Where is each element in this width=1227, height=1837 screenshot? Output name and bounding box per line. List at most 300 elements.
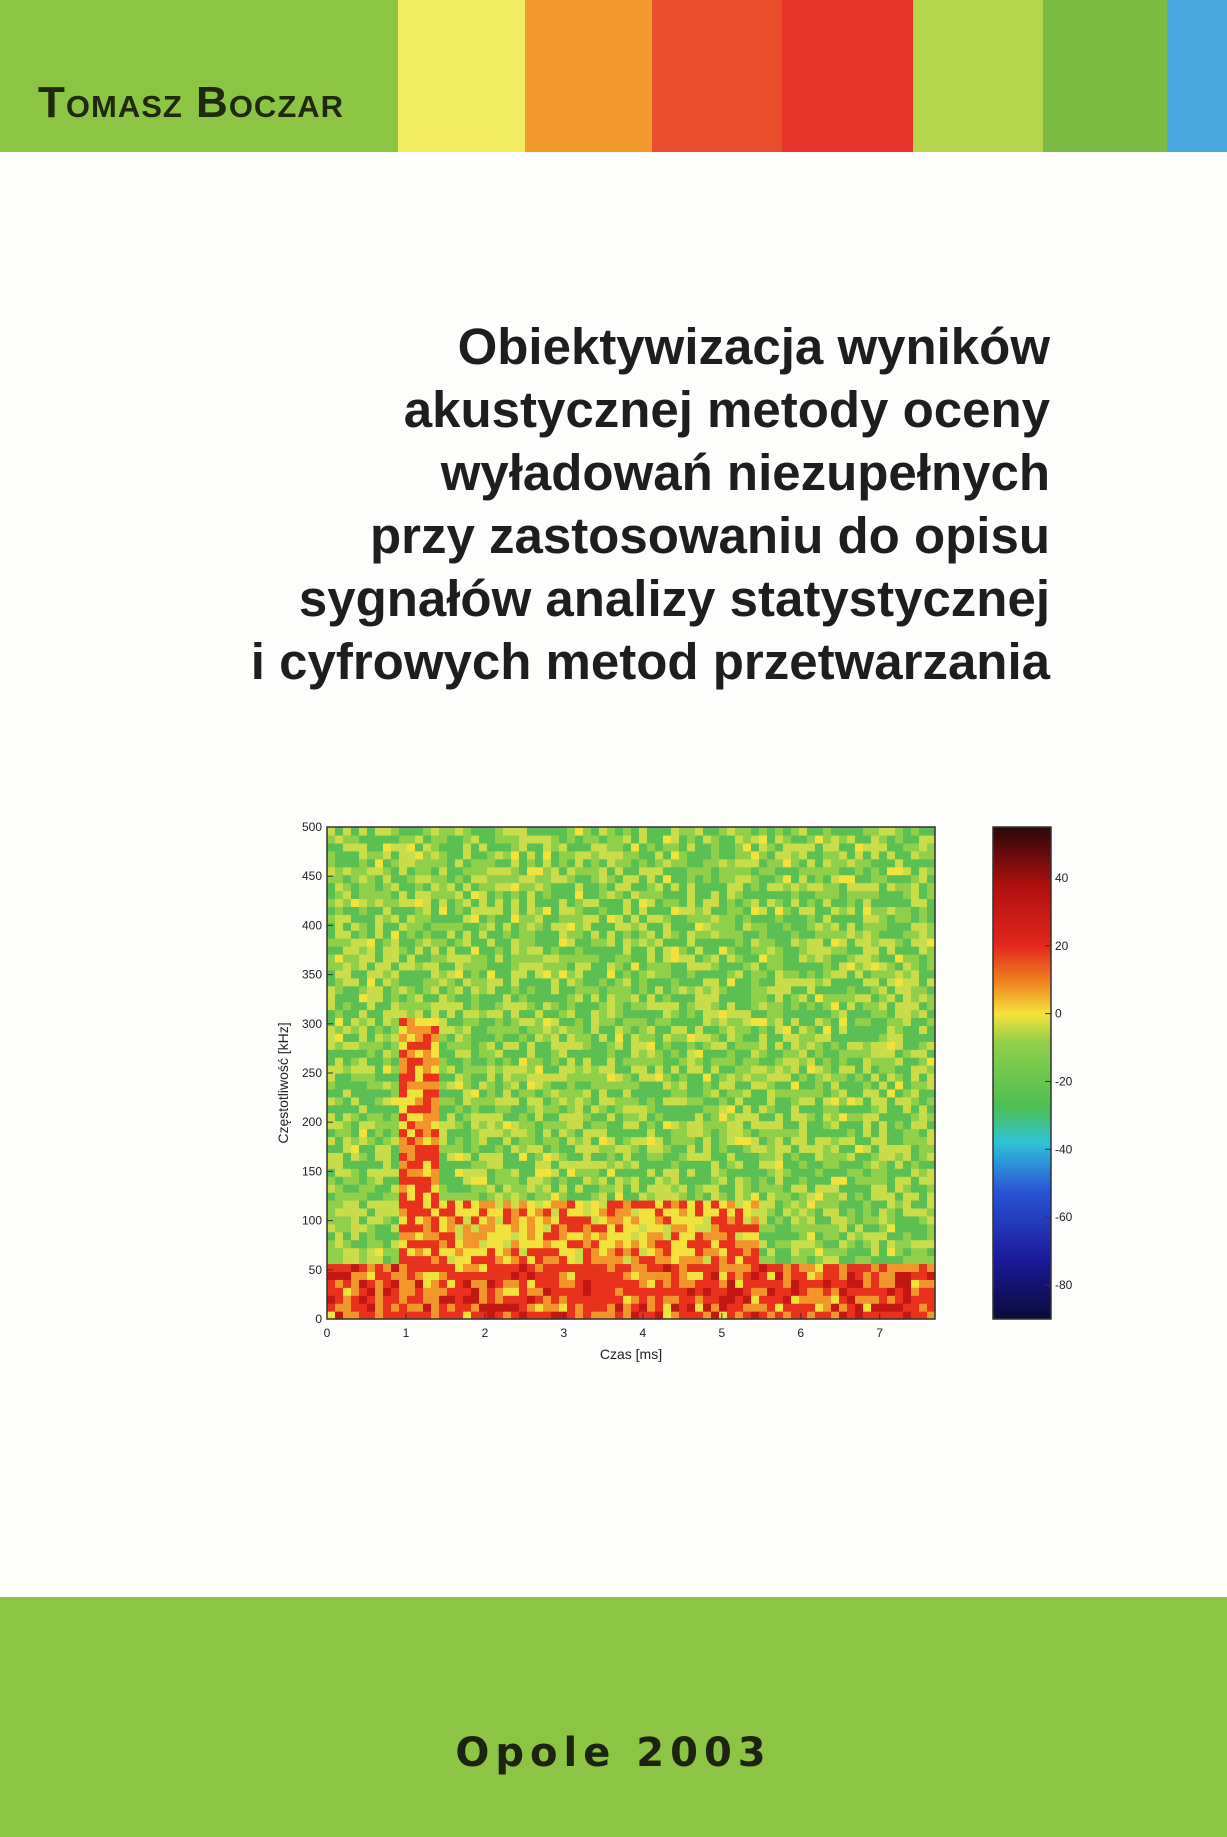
- spectrogram-cell: [399, 1232, 408, 1241]
- spectrogram-cell: [879, 946, 888, 955]
- spectrogram-cell: [407, 835, 416, 844]
- spectrogram-cell: [663, 1263, 672, 1272]
- spectrogram-cell: [663, 1057, 672, 1066]
- spectrogram-cell: [631, 859, 640, 868]
- spectrogram-cell: [391, 1010, 400, 1019]
- spectrogram-cell: [463, 898, 472, 907]
- spectrogram-cell: [687, 1271, 696, 1280]
- spectrogram-cell: [423, 1121, 432, 1130]
- spectrogram-cell: [367, 1010, 376, 1019]
- spectrogram-cell: [591, 930, 600, 939]
- spectrogram-cell: [439, 1049, 448, 1058]
- spectrogram-cell: [503, 970, 512, 979]
- spectrogram-cell: [471, 867, 480, 876]
- spectrogram-cell: [895, 1121, 904, 1130]
- spectrogram-cell: [463, 1017, 472, 1026]
- spectrogram-cell: [567, 1224, 576, 1233]
- spectrogram-cell: [519, 1176, 528, 1185]
- spectrogram-cell: [615, 1017, 624, 1026]
- spectrogram-cell: [647, 1208, 656, 1217]
- spectrogram-cell: [735, 1208, 744, 1217]
- spectrogram-cell: [879, 954, 888, 963]
- spectrogram-cell: [391, 1144, 400, 1153]
- spectrogram-cell: [527, 1232, 536, 1241]
- spectrogram-cell: [615, 1002, 624, 1011]
- spectrogram-cell: [487, 930, 496, 939]
- spectrogram-cell: [567, 1176, 576, 1185]
- spectrogram-cell: [767, 962, 776, 971]
- spectrogram-cell: [879, 1129, 888, 1138]
- spectrogram-cell: [655, 1144, 664, 1153]
- spectrogram-cell: [791, 1089, 800, 1098]
- spectrogram-cell: [471, 946, 480, 955]
- spectrogram-cell: [455, 986, 464, 995]
- spectrogram-cell: [439, 1263, 448, 1272]
- spectrogram-cell: [543, 851, 552, 860]
- spectrogram-cell: [503, 1049, 512, 1058]
- spectrogram-cell: [735, 1224, 744, 1233]
- spectrogram-cell: [527, 867, 536, 876]
- spectrogram-cell: [335, 1057, 344, 1066]
- spectrogram-cell: [527, 1279, 536, 1288]
- spectrogram-cell: [903, 1295, 912, 1304]
- spectrogram-cell: [815, 1168, 824, 1177]
- spectrogram-cell: [423, 954, 432, 963]
- spectrogram-cell: [615, 851, 624, 860]
- spectrogram-cell: [575, 1002, 584, 1011]
- spectrogram-cell: [479, 1152, 488, 1161]
- spectrogram-cell: [527, 930, 536, 939]
- spectrogram-cell: [847, 1144, 856, 1153]
- spectrogram-cell: [855, 1200, 864, 1209]
- spectrogram-cell: [343, 1184, 352, 1193]
- spectrogram-cell: [551, 938, 560, 947]
- spectrogram-cell: [415, 1279, 424, 1288]
- spectrogram-cell: [607, 1010, 616, 1019]
- spectrogram-cell: [399, 1240, 408, 1249]
- spectrogram-cell: [367, 1073, 376, 1082]
- spectrogram-cell: [791, 1041, 800, 1050]
- spectrogram-cell: [471, 906, 480, 915]
- spectrogram-cell: [895, 986, 904, 995]
- spectrogram-cell: [543, 875, 552, 884]
- spectrogram-cell: [383, 1017, 392, 1026]
- spectrogram-cell: [639, 906, 648, 915]
- spectrogram-cell: [727, 938, 736, 947]
- spectrogram-cell: [895, 978, 904, 987]
- spectrogram-cell: [575, 1248, 584, 1257]
- spectrogram-cell: [487, 1129, 496, 1138]
- spectrogram-cell: [735, 930, 744, 939]
- spectrogram-cell: [599, 875, 608, 884]
- spectrogram-cell: [487, 1248, 496, 1257]
- spectrogram-cell: [383, 954, 392, 963]
- spectrogram-cell: [887, 922, 896, 931]
- spectrogram-cell: [655, 1057, 664, 1066]
- spectrogram-cell: [647, 851, 656, 860]
- spectrogram-cell: [351, 1152, 360, 1161]
- spectrogram-cell: [711, 1033, 720, 1042]
- spectrogram-cell: [535, 1152, 544, 1161]
- spectrogram-cell: [455, 962, 464, 971]
- spectrogram-cell: [679, 1176, 688, 1185]
- spectrogram-cell: [559, 1105, 568, 1114]
- spectrogram-cell: [567, 1232, 576, 1241]
- spectrogram-cell: [599, 898, 608, 907]
- spectrogram-cell: [623, 994, 632, 1003]
- spectrogram-cell: [519, 970, 528, 979]
- spectrogram-cell: [887, 1025, 896, 1034]
- spectrogram-cell: [839, 1208, 848, 1217]
- spectrogram-cell: [655, 930, 664, 939]
- spectrogram-cell: [655, 859, 664, 868]
- spectrogram-cell: [647, 970, 656, 979]
- spectrogram-cell: [343, 1279, 352, 1288]
- spectrogram-cell: [759, 1224, 768, 1233]
- spectrogram-cell: [767, 1121, 776, 1130]
- spectrogram-cell: [647, 962, 656, 971]
- spectrogram-cell: [439, 1057, 448, 1066]
- spectrogram-cell: [743, 1057, 752, 1066]
- spectrogram-cell: [887, 1065, 896, 1074]
- spectrogram-cell: [783, 1049, 792, 1058]
- spectrogram-cell: [919, 1136, 928, 1145]
- spectrogram-cell: [831, 922, 840, 931]
- spectrogram-cell: [791, 1033, 800, 1042]
- spectrogram-cell: [831, 1224, 840, 1233]
- spectrogram-cell: [551, 1113, 560, 1122]
- spectrogram-cell: [831, 1216, 840, 1225]
- spectrogram-cell: [543, 986, 552, 995]
- spectrogram-cell: [911, 1279, 920, 1288]
- spectrogram-cell: [735, 1002, 744, 1011]
- spectrogram-cell: [631, 1065, 640, 1074]
- spectrogram-cell: [527, 890, 536, 899]
- spectrogram-cell: [655, 1224, 664, 1233]
- spectrogram-cell: [911, 1041, 920, 1050]
- spectrogram-cell: [383, 1216, 392, 1225]
- spectrogram-cell: [895, 1057, 904, 1066]
- spectrogram-cell: [783, 1041, 792, 1050]
- spectrogram-cell: [359, 1176, 368, 1185]
- spectrogram-cell: [575, 890, 584, 899]
- spectrogram-cell: [719, 1271, 728, 1280]
- spectrogram-cell: [767, 1144, 776, 1153]
- spectrogram-cell: [623, 1168, 632, 1177]
- spectrogram-cell: [687, 962, 696, 971]
- spectrogram-cell: [783, 938, 792, 947]
- spectrogram-cell: [847, 1081, 856, 1090]
- spectrogram-cell: [823, 875, 832, 884]
- spectrogram-cell: [407, 1105, 416, 1114]
- spectrogram-cell: [327, 827, 336, 836]
- spectrogram-cell: [775, 1136, 784, 1145]
- spectrogram-cell: [495, 1240, 504, 1249]
- spectrogram-cell: [695, 1160, 704, 1169]
- spectrogram-cell: [655, 898, 664, 907]
- spectrogram-cell: [871, 1168, 880, 1177]
- spectrogram-cell: [439, 1144, 448, 1153]
- spectrogram-cell: [591, 1025, 600, 1034]
- spectrogram-cell: [767, 970, 776, 979]
- spectrogram-cell: [431, 875, 440, 884]
- spectrogram-cell: [815, 1057, 824, 1066]
- spectrogram-cell: [567, 1113, 576, 1122]
- spectrogram-cell: [839, 843, 848, 852]
- spectrogram-cell: [711, 1287, 720, 1296]
- spectrogram-cell: [343, 1129, 352, 1138]
- spectrogram-cell: [839, 978, 848, 987]
- spectrogram-cell: [887, 954, 896, 963]
- spectrogram-cell: [359, 1240, 368, 1249]
- spectrogram-cell: [775, 1002, 784, 1011]
- spectrogram-cell: [703, 930, 712, 939]
- spectrogram-cell: [479, 1192, 488, 1201]
- spectrogram-cell: [471, 1240, 480, 1249]
- spectrogram-cell: [719, 1152, 728, 1161]
- spectrogram-cell: [519, 1097, 528, 1106]
- spectrogram-cell: [855, 1017, 864, 1026]
- spectrogram-cell: [391, 1049, 400, 1058]
- spectrogram-cell: [367, 938, 376, 947]
- spectrogram-cell: [583, 1121, 592, 1130]
- spectrogram-cell: [543, 1303, 552, 1312]
- spectrogram-cell: [823, 1065, 832, 1074]
- spectrogram-cell: [623, 1192, 632, 1201]
- spectrogram-cell: [415, 946, 424, 955]
- spectrogram-cell: [847, 1152, 856, 1161]
- spectrogram-cell: [903, 1025, 912, 1034]
- spectrogram-cell: [767, 922, 776, 931]
- spectrogram-cell: [823, 906, 832, 915]
- spectrogram-cell: [647, 946, 656, 955]
- spectrogram-cell: [839, 1232, 848, 1241]
- spectrogram-cell: [447, 1192, 456, 1201]
- spectrogram-cell: [559, 1240, 568, 1249]
- spectrogram-cell: [335, 1097, 344, 1106]
- spectrogram-cell: [415, 962, 424, 971]
- spectrogram-cell: [751, 1073, 760, 1082]
- spectrogram-cell: [479, 954, 488, 963]
- spectrogram-cell: [839, 994, 848, 1003]
- spectrogram-cell: [487, 827, 496, 836]
- spectrogram-cell: [575, 1200, 584, 1209]
- spectrogram-cell: [743, 851, 752, 860]
- spectrogram-cell: [543, 1184, 552, 1193]
- spectrogram-cell: [847, 1097, 856, 1106]
- spectrogram-cell: [799, 1200, 808, 1209]
- spectrogram-cell: [527, 938, 536, 947]
- spectrogram-cell: [759, 1136, 768, 1145]
- spectrogram-cell: [327, 890, 336, 899]
- spectrogram-cell: [807, 946, 816, 955]
- spectrogram-cell: [391, 883, 400, 892]
- spectrogram-cell: [791, 970, 800, 979]
- spectrogram-cell: [383, 1176, 392, 1185]
- spectrogram-cell: [439, 922, 448, 931]
- spectrogram-cell: [711, 914, 720, 923]
- spectrogram-cell: [799, 1256, 808, 1265]
- spectrogram-cell: [895, 914, 904, 923]
- spectrogram-cell: [847, 970, 856, 979]
- spectrogram-cell: [535, 1105, 544, 1114]
- spectrogram-cell: [599, 1224, 608, 1233]
- spectrogram-cell: [391, 1002, 400, 1011]
- spectrogram-cell: [455, 1065, 464, 1074]
- top-color-stripes: [0, 0, 1227, 152]
- spectrogram-cell: [711, 1279, 720, 1288]
- spectrogram-cell: [799, 1176, 808, 1185]
- spectrogram-cell: [767, 859, 776, 868]
- spectrogram-cell: [671, 1017, 680, 1026]
- spectrogram-cell: [463, 922, 472, 931]
- spectrogram-cell: [919, 1232, 928, 1241]
- spectrogram-cell: [919, 883, 928, 892]
- spectrogram-cell: [799, 1017, 808, 1026]
- publisher-place-year: Opole 2003: [455, 1730, 772, 1776]
- spectrogram-cell: [335, 1073, 344, 1082]
- spectrogram-cell: [431, 1295, 440, 1304]
- spectrogram-cell: [607, 1105, 616, 1114]
- spectrogram-cell: [359, 914, 368, 923]
- spectrogram-cell: [327, 1248, 336, 1257]
- spectrogram-cell: [863, 986, 872, 995]
- spectrogram-cell: [375, 1144, 384, 1153]
- spectrogram-cell: [887, 1248, 896, 1257]
- spectrogram-cell: [607, 1224, 616, 1233]
- spectrogram-cell: [527, 1192, 536, 1201]
- spectrogram-cell: [439, 1248, 448, 1257]
- spectrogram-cell: [647, 978, 656, 987]
- spectrogram-cell: [567, 1216, 576, 1225]
- spectrogram-cell: [423, 1232, 432, 1241]
- spectrogram-cell: [327, 930, 336, 939]
- spectrogram-cell: [543, 1002, 552, 1011]
- spectrogram-cell: [599, 1248, 608, 1257]
- spectrogram-cell: [831, 1303, 840, 1312]
- spectrogram-cell: [743, 1271, 752, 1280]
- spectrogram-cell: [439, 1129, 448, 1138]
- spectrogram-cell: [527, 1065, 536, 1074]
- spectrogram-cell: [327, 835, 336, 844]
- spectrogram-cell: [679, 954, 688, 963]
- spectrogram-cell: [823, 898, 832, 907]
- spectrogram-cell: [919, 827, 928, 836]
- spectrogram-cell: [767, 930, 776, 939]
- spectrogram-cell: [479, 1168, 488, 1177]
- spectrogram-cell: [343, 1010, 352, 1019]
- spectrogram-cell: [695, 1232, 704, 1241]
- spectrogram-cell: [623, 1017, 632, 1026]
- spectrogram-cell: [407, 994, 416, 1003]
- spectrogram-cell: [663, 1295, 672, 1304]
- spectrogram-cell: [655, 946, 664, 955]
- spectrogram-cell: [711, 859, 720, 868]
- spectrogram-cell: [591, 835, 600, 844]
- spectrogram-cell: [671, 1279, 680, 1288]
- spectrogram-cell: [895, 883, 904, 892]
- spectrogram-cell: [695, 1279, 704, 1288]
- spectrogram-cell: [439, 1160, 448, 1169]
- x-tick-label: 3: [560, 1326, 568, 1340]
- spectrogram-cell: [655, 906, 664, 915]
- spectrogram-cell: [399, 1049, 408, 1058]
- spectrogram-cell: [487, 859, 496, 868]
- spectrogram-cell: [631, 994, 640, 1003]
- spectrogram-cell: [407, 1200, 416, 1209]
- spectrogram-cell: [527, 1160, 536, 1169]
- spectrogram-cell: [727, 1025, 736, 1034]
- spectrogram-cell: [919, 922, 928, 931]
- spectrogram-cell: [711, 851, 720, 860]
- spectrogram-cell: [767, 1033, 776, 1042]
- spectrogram-cell: [743, 843, 752, 852]
- spectrogram-cell: [671, 1041, 680, 1050]
- spectrogram-cell: [343, 1287, 352, 1296]
- spectrogram-cell: [719, 1129, 728, 1138]
- spectrogram-cell: [543, 1176, 552, 1185]
- spectrogram-cell: [599, 1232, 608, 1241]
- spectrogram-cell: [703, 1287, 712, 1296]
- spectrogram-cell: [615, 859, 624, 868]
- spectrogram-cell: [863, 1271, 872, 1280]
- spectrogram-cell: [735, 1303, 744, 1312]
- x-tick-label: 0: [323, 1326, 331, 1340]
- spectrogram-cell: [335, 1216, 344, 1225]
- spectrogram-cell: [751, 851, 760, 860]
- spectrogram-cell: [559, 954, 568, 963]
- spectrogram-cell: [719, 1041, 728, 1050]
- spectrogram-cell: [743, 890, 752, 899]
- spectrogram-cell: [351, 1025, 360, 1034]
- spectrogram-cell: [879, 1033, 888, 1042]
- spectrogram-cell: [887, 1240, 896, 1249]
- spectrogram-cell: [415, 827, 424, 836]
- spectrogram-cell: [583, 954, 592, 963]
- spectrogram-cell: [327, 1049, 336, 1058]
- spectrogram-cell: [639, 978, 648, 987]
- spectrogram-cell: [383, 1010, 392, 1019]
- spectrogram-cell: [695, 906, 704, 915]
- spectrogram-cell: [879, 1152, 888, 1161]
- spectrogram-cell: [479, 922, 488, 931]
- spectrogram-cell: [455, 1089, 464, 1098]
- spectrogram-cell: [823, 1192, 832, 1201]
- spectrogram-cell: [543, 1232, 552, 1241]
- spectrogram-cell: [647, 1010, 656, 1019]
- spectrogram-cell: [647, 1279, 656, 1288]
- spectrogram-cell: [735, 1168, 744, 1177]
- spectrogram-cell: [863, 1295, 872, 1304]
- spectrogram-cell: [703, 1105, 712, 1114]
- spectrogram-cell: [663, 843, 672, 852]
- spectrogram-cell: [463, 1002, 472, 1011]
- spectrogram-cell: [879, 1105, 888, 1114]
- spectrogram-cell: [671, 1144, 680, 1153]
- spectrogram-cell: [711, 1057, 720, 1066]
- spectrogram-cell: [671, 1057, 680, 1066]
- spectrogram-cell: [367, 867, 376, 876]
- spectrogram-cell: [759, 1033, 768, 1042]
- spectrogram-cell: [855, 1002, 864, 1011]
- spectrogram-cell: [775, 1081, 784, 1090]
- spectrogram-cell: [439, 883, 448, 892]
- spectrogram-cell: [903, 1184, 912, 1193]
- spectrogram-cell: [911, 1113, 920, 1122]
- spectrogram-cell: [471, 1263, 480, 1272]
- spectrogram-cell: [375, 1017, 384, 1026]
- spectrogram-cell: [551, 1002, 560, 1011]
